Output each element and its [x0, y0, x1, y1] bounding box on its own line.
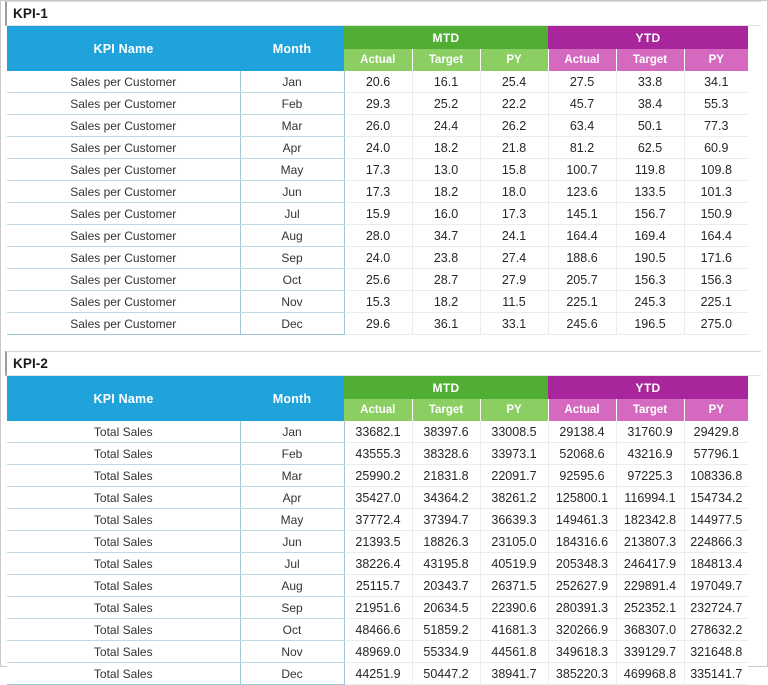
- cell-ytd-target: 252352.1: [616, 597, 684, 619]
- cell-mtd-actual: 15.3: [344, 291, 412, 313]
- cell-mtd-py: 41681.3: [480, 619, 548, 641]
- cell-mtd-target: 16.0: [412, 203, 480, 225]
- cell-ytd-py: 109.8: [684, 159, 748, 181]
- cell-ytd-actual: 123.6: [548, 181, 616, 203]
- cell-kpi-name: Sales per Customer: [7, 115, 240, 137]
- cell-mtd-actual: 21393.5: [344, 531, 412, 553]
- cell-month: Aug: [240, 225, 344, 247]
- table-row[interactable]: [7, 663, 748, 685]
- cell-mtd-actual: 37772.4: [344, 509, 412, 531]
- cell-ytd-py: 171.6: [684, 247, 748, 269]
- col-header-mtd-actual: Actual: [344, 399, 412, 421]
- cell-kpi-name: Sales per Customer: [7, 269, 240, 291]
- cell-mtd-actual: 17.3: [344, 181, 412, 203]
- cell-mtd-py: 25.4: [480, 71, 548, 93]
- cell-ytd-actual: 205348.3: [548, 553, 616, 575]
- col-header-ytd-target: Target: [616, 399, 684, 421]
- cell-month: Sep: [240, 247, 344, 269]
- col-header-mtd-target: Target: [412, 49, 480, 71]
- table-row[interactable]: [7, 71, 748, 93]
- cell-ytd-actual: 205.7: [548, 269, 616, 291]
- cell-ytd-actual: 45.7: [548, 93, 616, 115]
- cell-ytd-target: 229891.4: [616, 575, 684, 597]
- cell-ytd-target: 133.5: [616, 181, 684, 203]
- table-row[interactable]: [7, 137, 748, 159]
- cell-month: Jan: [240, 71, 344, 93]
- cell-mtd-target: 51859.2: [412, 619, 480, 641]
- cell-month: Oct: [240, 269, 344, 291]
- cell-mtd-target: 23.8: [412, 247, 480, 269]
- cell-ytd-target: 213807.3: [616, 531, 684, 553]
- table-row[interactable]: [7, 619, 748, 641]
- cell-ytd-py: 275.0: [684, 313, 748, 335]
- cell-mtd-py: 18.0: [480, 181, 548, 203]
- cell-mtd-target: 13.0: [412, 159, 480, 181]
- cell-month: Jul: [240, 203, 344, 225]
- table-row[interactable]: [7, 421, 748, 443]
- cell-ytd-py: 34.1: [684, 71, 748, 93]
- cell-ytd-actual: 252627.9: [548, 575, 616, 597]
- cell-mtd-py: 17.3: [480, 203, 548, 225]
- cell-ytd-actual: 280391.3: [548, 597, 616, 619]
- cell-ytd-py: 278632.2: [684, 619, 748, 641]
- cell-mtd-py: 40519.9: [480, 553, 548, 575]
- table-row[interactable]: [7, 159, 748, 181]
- cell-mtd-actual: 21951.6: [344, 597, 412, 619]
- col-header-ytd-py: PY: [684, 49, 748, 71]
- table-row[interactable]: [7, 269, 748, 291]
- cell-kpi-name: Total Sales: [7, 641, 240, 663]
- cell-month: May: [240, 159, 344, 181]
- table-row[interactable]: [7, 313, 748, 335]
- cell-mtd-target: 16.1: [412, 71, 480, 93]
- cell-kpi-name: Sales per Customer: [7, 93, 240, 115]
- cell-ytd-py: 156.3: [684, 269, 748, 291]
- cell-mtd-actual: 38226.4: [344, 553, 412, 575]
- cell-ytd-py: 225.1: [684, 291, 748, 313]
- cell-mtd-target: 55334.9: [412, 641, 480, 663]
- col-header-ytd-target: Target: [616, 49, 684, 71]
- col-header-month: Month: [240, 26, 344, 71]
- cell-month: Jun: [240, 531, 344, 553]
- table-row[interactable]: [7, 247, 748, 269]
- cell-mtd-actual: 43555.3: [344, 443, 412, 465]
- cell-kpi-name: Sales per Customer: [7, 71, 240, 93]
- cell-ytd-actual: 52068.6: [548, 443, 616, 465]
- cell-ytd-py: 57796.1: [684, 443, 748, 465]
- cell-ytd-actual: 149461.3: [548, 509, 616, 531]
- cell-mtd-py: 21.8: [480, 137, 548, 159]
- kpi-1-table: [7, 26, 748, 335]
- col-header-kpi-name: KPI Name: [7, 26, 240, 71]
- cell-month: Dec: [240, 663, 344, 685]
- kpi-2-table: [7, 376, 748, 685]
- cell-ytd-py: 232724.7: [684, 597, 748, 619]
- cell-mtd-target: 34.7: [412, 225, 480, 247]
- cell-mtd-actual: 25990.2: [344, 465, 412, 487]
- cell-month: Jul: [240, 553, 344, 575]
- col-header-mtd-py: PY: [480, 49, 548, 71]
- kpi-2-caption: KPI-2: [5, 351, 761, 376]
- cell-mtd-target: 21831.8: [412, 465, 480, 487]
- cell-mtd-actual: 15.9: [344, 203, 412, 225]
- cell-month: Sep: [240, 597, 344, 619]
- cell-kpi-name: Total Sales: [7, 509, 240, 531]
- cell-ytd-actual: 245.6: [548, 313, 616, 335]
- cell-ytd-target: 182342.8: [616, 509, 684, 531]
- cell-kpi-name: Total Sales: [7, 443, 240, 465]
- cell-ytd-py: 150.9: [684, 203, 748, 225]
- col-group-header-ytd: YTD: [548, 26, 748, 49]
- kpi-block-1: [1, 1, 767, 335]
- cell-month: Feb: [240, 93, 344, 115]
- table-row[interactable]: [7, 597, 748, 619]
- cell-month: Mar: [240, 465, 344, 487]
- cell-ytd-target: 43216.9: [616, 443, 684, 465]
- table-row[interactable]: [7, 225, 748, 247]
- cell-mtd-py: 23105.0: [480, 531, 548, 553]
- table-row[interactable]: [7, 641, 748, 663]
- table-row[interactable]: [7, 487, 748, 509]
- cell-ytd-py: 224866.3: [684, 531, 748, 553]
- cell-mtd-py: 26.2: [480, 115, 548, 137]
- cell-mtd-target: 38328.6: [412, 443, 480, 465]
- cell-kpi-name: Sales per Customer: [7, 137, 240, 159]
- cell-ytd-py: 108336.8: [684, 465, 748, 487]
- cell-mtd-target: 25.2: [412, 93, 480, 115]
- cell-mtd-py: 33.1: [480, 313, 548, 335]
- cell-mtd-py: 38941.7: [480, 663, 548, 685]
- table-row[interactable]: [7, 509, 748, 531]
- cell-ytd-actual: 29138.4: [548, 421, 616, 443]
- cell-mtd-py: 24.1: [480, 225, 548, 247]
- cell-mtd-py: 33008.5: [480, 421, 548, 443]
- cell-mtd-actual: 20.6: [344, 71, 412, 93]
- cell-mtd-target: 43195.8: [412, 553, 480, 575]
- cell-kpi-name: Total Sales: [7, 421, 240, 443]
- cell-mtd-target: 37394.7: [412, 509, 480, 531]
- cell-mtd-py: 44561.8: [480, 641, 548, 663]
- section-spacer: [1, 335, 767, 351]
- cell-ytd-target: 169.4: [616, 225, 684, 247]
- table-row[interactable]: [7, 93, 748, 115]
- cell-mtd-target: 18.2: [412, 137, 480, 159]
- kpi-1-header-group-row: [7, 26, 748, 49]
- cell-ytd-py: 154734.2: [684, 487, 748, 509]
- cell-ytd-actual: 92595.6: [548, 465, 616, 487]
- cell-month: Oct: [240, 619, 344, 641]
- cell-mtd-py: 38261.2: [480, 487, 548, 509]
- col-header-month: Month: [240, 376, 344, 421]
- table-row[interactable]: [7, 443, 748, 465]
- cell-mtd-target: 20343.7: [412, 575, 480, 597]
- table-row[interactable]: [7, 181, 748, 203]
- cell-kpi-name: Sales per Customer: [7, 247, 240, 269]
- cell-month: Mar: [240, 115, 344, 137]
- cell-ytd-actual: 27.5: [548, 71, 616, 93]
- cell-kpi-name: Total Sales: [7, 465, 240, 487]
- table-row[interactable]: [7, 553, 748, 575]
- kpi-block-2: [1, 351, 767, 685]
- cell-ytd-actual: 349618.3: [548, 641, 616, 663]
- cell-kpi-name: Sales per Customer: [7, 181, 240, 203]
- cell-kpi-name: Total Sales: [7, 553, 240, 575]
- cell-ytd-py: 101.3: [684, 181, 748, 203]
- cell-mtd-py: 27.4: [480, 247, 548, 269]
- cell-mtd-target: 18826.3: [412, 531, 480, 553]
- cell-month: May: [240, 509, 344, 531]
- table-row[interactable]: [7, 203, 748, 225]
- table-row[interactable]: [7, 291, 748, 313]
- cell-ytd-py: 184813.4: [684, 553, 748, 575]
- cell-mtd-target: 34364.2: [412, 487, 480, 509]
- cell-ytd-target: 62.5: [616, 137, 684, 159]
- cell-ytd-py: 77.3: [684, 115, 748, 137]
- cell-ytd-actual: 225.1: [548, 291, 616, 313]
- cell-month: Apr: [240, 137, 344, 159]
- cell-mtd-actual: 25115.7: [344, 575, 412, 597]
- cell-mtd-actual: 29.3: [344, 93, 412, 115]
- cell-ytd-py: 321648.8: [684, 641, 748, 663]
- col-group-header-mtd: MTD: [344, 376, 548, 399]
- cell-mtd-actual: 44251.9: [344, 663, 412, 685]
- cell-ytd-target: 196.5: [616, 313, 684, 335]
- cell-month: Apr: [240, 487, 344, 509]
- cell-ytd-actual: 81.2: [548, 137, 616, 159]
- col-header-mtd-py: PY: [480, 399, 548, 421]
- cell-mtd-target: 38397.6: [412, 421, 480, 443]
- cell-month: Nov: [240, 641, 344, 663]
- cell-kpi-name: Total Sales: [7, 597, 240, 619]
- cell-mtd-target: 20634.5: [412, 597, 480, 619]
- cell-mtd-actual: 29.6: [344, 313, 412, 335]
- table-row[interactable]: [7, 575, 748, 597]
- cell-kpi-name: Sales per Customer: [7, 203, 240, 225]
- cell-kpi-name: Sales per Customer: [7, 159, 240, 181]
- cell-ytd-actual: 164.4: [548, 225, 616, 247]
- cell-mtd-target: 50447.2: [412, 663, 480, 685]
- col-header-ytd-actual: Actual: [548, 399, 616, 421]
- cell-kpi-name: Total Sales: [7, 619, 240, 641]
- cell-ytd-target: 246417.9: [616, 553, 684, 575]
- col-header-mtd-actual: Actual: [344, 49, 412, 71]
- cell-ytd-py: 335141.7: [684, 663, 748, 685]
- col-header-mtd-target: Target: [412, 399, 480, 421]
- table-row[interactable]: [7, 115, 748, 137]
- cell-ytd-target: 97225.3: [616, 465, 684, 487]
- cell-mtd-actual: 26.0: [344, 115, 412, 137]
- table-row[interactable]: [7, 465, 748, 487]
- cell-ytd-target: 156.3: [616, 269, 684, 291]
- cell-month: Feb: [240, 443, 344, 465]
- cell-mtd-target: 24.4: [412, 115, 480, 137]
- cell-ytd-target: 50.1: [616, 115, 684, 137]
- cell-mtd-actual: 24.0: [344, 137, 412, 159]
- cell-mtd-target: 36.1: [412, 313, 480, 335]
- cell-ytd-target: 245.3: [616, 291, 684, 313]
- cell-ytd-target: 119.8: [616, 159, 684, 181]
- kpi-1-caption: KPI-1: [5, 1, 761, 26]
- cell-ytd-actual: 385220.3: [548, 663, 616, 685]
- kpi-2-tbody: [7, 421, 748, 685]
- cell-ytd-actual: 63.4: [548, 115, 616, 137]
- cell-mtd-py: 11.5: [480, 291, 548, 313]
- col-header-ytd-actual: Actual: [548, 49, 616, 71]
- cell-ytd-target: 31760.9: [616, 421, 684, 443]
- cell-ytd-py: 164.4: [684, 225, 748, 247]
- cell-month: Nov: [240, 291, 344, 313]
- cell-mtd-py: 26371.5: [480, 575, 548, 597]
- cell-ytd-actual: 184316.6: [548, 531, 616, 553]
- cell-ytd-py: 144977.5: [684, 509, 748, 531]
- cell-ytd-target: 469968.8: [616, 663, 684, 685]
- cell-ytd-target: 339129.7: [616, 641, 684, 663]
- cell-ytd-py: 60.9: [684, 137, 748, 159]
- cell-mtd-actual: 25.6: [344, 269, 412, 291]
- kpi-2-header-group-row: [7, 376, 748, 399]
- cell-ytd-target: 368307.0: [616, 619, 684, 641]
- cell-mtd-py: 33973.1: [480, 443, 548, 465]
- cell-month: Jun: [240, 181, 344, 203]
- cell-mtd-target: 28.7: [412, 269, 480, 291]
- cell-ytd-target: 38.4: [616, 93, 684, 115]
- cell-ytd-actual: 100.7: [548, 159, 616, 181]
- cell-ytd-target: 33.8: [616, 71, 684, 93]
- cell-mtd-actual: 24.0: [344, 247, 412, 269]
- cell-mtd-target: 18.2: [412, 291, 480, 313]
- cell-mtd-py: 15.8: [480, 159, 548, 181]
- cell-kpi-name: Total Sales: [7, 487, 240, 509]
- kpi-1-thead: [7, 26, 748, 71]
- cell-mtd-actual: 17.3: [344, 159, 412, 181]
- kpi-2-thead: [7, 376, 748, 421]
- table-row[interactable]: [7, 531, 748, 553]
- cell-kpi-name: Total Sales: [7, 663, 240, 685]
- cell-ytd-py: 197049.7: [684, 575, 748, 597]
- cell-mtd-py: 36639.3: [480, 509, 548, 531]
- cell-ytd-target: 190.5: [616, 247, 684, 269]
- cell-ytd-actual: 188.6: [548, 247, 616, 269]
- cell-mtd-actual: 35427.0: [344, 487, 412, 509]
- cell-month: Dec: [240, 313, 344, 335]
- cell-ytd-py: 55.3: [684, 93, 748, 115]
- cell-kpi-name: Sales per Customer: [7, 291, 240, 313]
- cell-ytd-target: 116994.1: [616, 487, 684, 509]
- cell-kpi-name: Sales per Customer: [7, 225, 240, 247]
- col-header-kpi-name: KPI Name: [7, 376, 240, 421]
- col-group-header-mtd: MTD: [344, 26, 548, 49]
- cell-mtd-py: 27.9: [480, 269, 548, 291]
- cell-ytd-actual: 320266.9: [548, 619, 616, 641]
- kpi-1-tbody: [7, 71, 748, 335]
- cell-ytd-py: 29429.8: [684, 421, 748, 443]
- cell-month: Jan: [240, 421, 344, 443]
- col-header-ytd-py: PY: [684, 399, 748, 421]
- cell-ytd-target: 156.7: [616, 203, 684, 225]
- cell-mtd-py: 22.2: [480, 93, 548, 115]
- cell-kpi-name: Total Sales: [7, 531, 240, 553]
- cell-kpi-name: Sales per Customer: [7, 313, 240, 335]
- cell-ytd-actual: 145.1: [548, 203, 616, 225]
- cell-mtd-target: 18.2: [412, 181, 480, 203]
- cell-mtd-actual: 48466.6: [344, 619, 412, 641]
- cell-mtd-actual: 28.0: [344, 225, 412, 247]
- cell-mtd-py: 22390.6: [480, 597, 548, 619]
- cell-mtd-actual: 48969.0: [344, 641, 412, 663]
- cell-ytd-actual: 125800.1: [548, 487, 616, 509]
- cell-month: Aug: [240, 575, 344, 597]
- cell-mtd-py: 22091.7: [480, 465, 548, 487]
- cell-mtd-actual: 33682.1: [344, 421, 412, 443]
- cell-kpi-name: Total Sales: [7, 575, 240, 597]
- col-group-header-ytd: YTD: [548, 376, 748, 399]
